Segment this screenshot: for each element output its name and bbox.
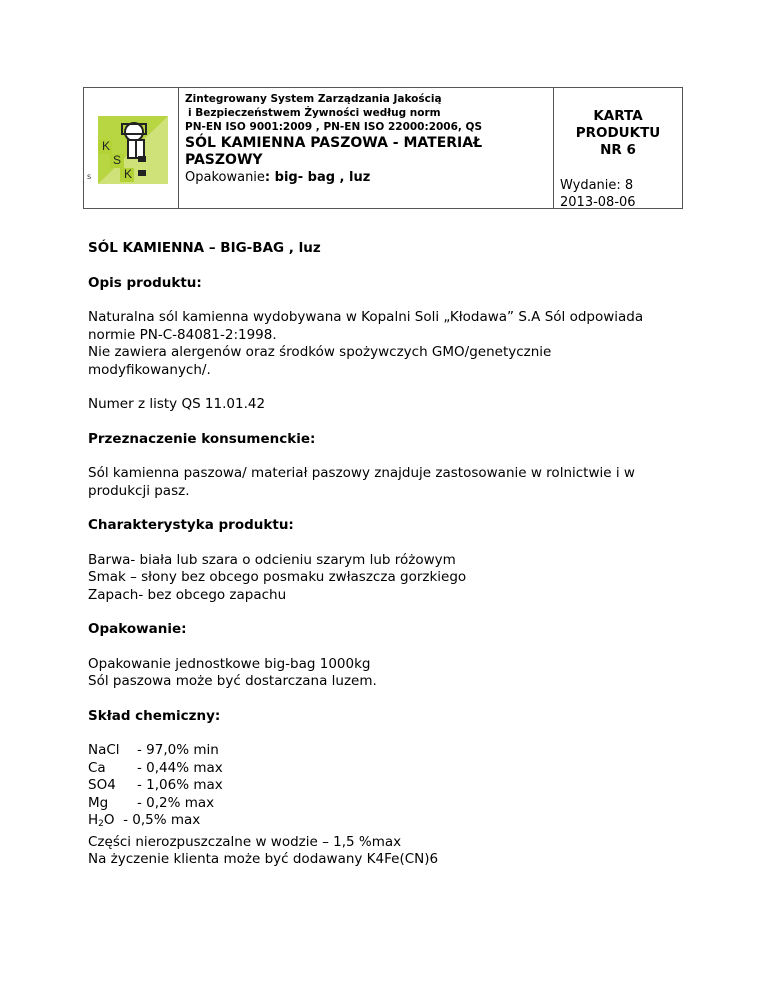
charakterystyka-line-1: Barwa- biała lub szara o odcieniu szarym lub różowym bbox=[88, 551, 456, 568]
packaging-value: : big- bag , luz bbox=[264, 170, 371, 185]
charakterystyka-line-3: Zapach- bez obcego zapachu bbox=[88, 586, 287, 603]
opis-line-1: Naturalna sól kamienna wydobywana w Kopalni Soli „Kłodawa” S.A Sól odpowiada bbox=[88, 309, 644, 325]
h2o-sub: 2 bbox=[98, 819, 104, 829]
chem-value: - 97,0% min bbox=[137, 742, 219, 758]
charakterystyka-heading: Charakterystyka produktu: bbox=[88, 517, 294, 533]
quality-system-text bbox=[185, 92, 482, 134]
k4fe-line: Na życzenie klienta może być dodawany K4Fe(CN)6 bbox=[88, 851, 439, 867]
packaging-label: Opakowanie bbox=[185, 170, 265, 185]
edition-block bbox=[560, 177, 636, 211]
opis-line-4: modyfikowanych/. bbox=[88, 361, 211, 378]
product-card-number bbox=[554, 108, 682, 159]
chem-row-h2o bbox=[88, 812, 688, 834]
logo-cell bbox=[84, 88, 179, 208]
chem-row bbox=[88, 795, 688, 813]
logo-small-letter: s bbox=[87, 172, 92, 181]
system-line-2: i Bezpieczeństwem Żywności według norm bbox=[188, 107, 441, 119]
card-line-1: KARTA bbox=[593, 108, 643, 124]
chem-row bbox=[88, 742, 688, 760]
opakowanie-line-1: Opakowanie jednostkowe big-bag 1000kg bbox=[88, 655, 371, 672]
card-cell bbox=[554, 88, 682, 208]
charakterystyka-line-2: Smak – słony bez obcego posmaku zwłaszcza gorzkiego bbox=[88, 569, 467, 585]
packaging-line bbox=[185, 170, 370, 185]
chem-key: NaCl bbox=[88, 742, 120, 758]
chem-key: Ca bbox=[88, 759, 106, 776]
system-line-1: Zintegrowany System Zarządzania Jakością bbox=[185, 93, 442, 105]
insoluble-line: Części nierozpuszczalne w wodzie – 1,5 %max bbox=[88, 833, 402, 850]
main-heading: SÓL KAMIENNA – BIG-BAG , luz bbox=[88, 240, 321, 256]
chem-value: - 0,2% max bbox=[137, 794, 215, 811]
chem-row bbox=[88, 760, 688, 778]
chem-value: - 1,06% max bbox=[137, 777, 223, 793]
h2o-value: - 0,5% max bbox=[114, 812, 201, 828]
chem-key: Mg bbox=[88, 794, 109, 811]
logo-letter-k1: K bbox=[102, 139, 111, 153]
qs-number: Numer z listy QS 11.01.42 bbox=[88, 396, 266, 412]
chem-row bbox=[88, 777, 688, 795]
product-title: SÓL KAMIENNA PASZOWA - MATERIAŁ PASZOWY bbox=[185, 135, 483, 168]
system-line-3: PN-EN ISO 9001:2009 , PN-EN ISO 22000:2006, QS bbox=[185, 121, 483, 133]
title-cell bbox=[179, 88, 554, 208]
chem-value: - 0,44% max bbox=[137, 759, 223, 776]
przeznaczenie-heading: Przeznaczenie konsumenckie: bbox=[88, 430, 316, 447]
sklad-heading: Skład chemiczny: bbox=[88, 707, 221, 724]
opakowanie-heading: Opakowanie: bbox=[88, 621, 187, 637]
h2o-o: O bbox=[103, 812, 115, 828]
card-line-3: NR 6 bbox=[600, 142, 636, 158]
card-line-2: PRODUKTU bbox=[575, 125, 661, 141]
logo-letter-k2: K bbox=[124, 167, 133, 181]
h2o-h: H bbox=[88, 812, 99, 828]
chemical-composition bbox=[88, 742, 688, 869]
opis-line-2: normie PN-C-84081-2:1998. bbox=[88, 326, 277, 343]
edition-number: Wydanie: 8 bbox=[560, 178, 634, 193]
opis-line-3: Nie zawiera alergenów oraz środków spożywczych GMO/genetycznie bbox=[88, 344, 552, 360]
opakowanie-line-2: Sól paszowa może być dostarczana luzem. bbox=[88, 673, 377, 689]
przeznaczenie-line-2: produkcji pasz. bbox=[88, 482, 190, 499]
logo-letter-s: S bbox=[113, 153, 122, 167]
przeznaczenie-line-1: Sól kamienna paszowa/ materiał paszowy znajduje zastosowanie w rolnictwie i w bbox=[88, 465, 635, 481]
chem-key: SO4 bbox=[88, 777, 116, 793]
opis-heading: Opis produktu: bbox=[88, 274, 202, 291]
header-table bbox=[83, 87, 683, 209]
document-body bbox=[88, 240, 688, 869]
edition-date: 2013-08-06 bbox=[560, 195, 636, 210]
